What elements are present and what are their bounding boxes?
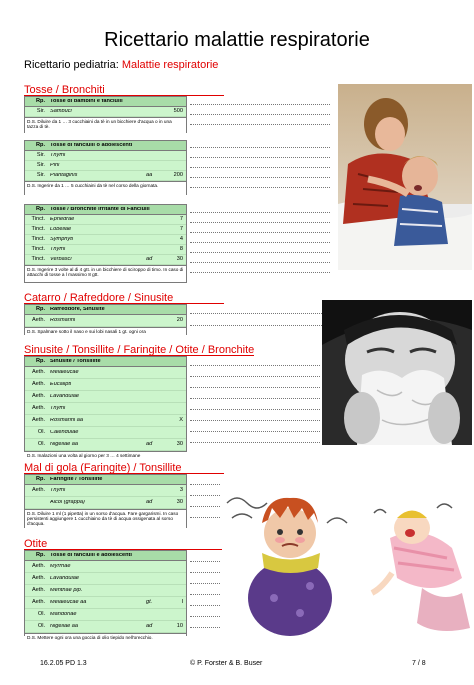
section-title-sinusite: Sinusite / Tonsillite / Faringite / Otite / Bronchite [24,344,255,356]
recipe-header [25,305,186,315]
recipe-row [25,597,186,609]
recipe-title: Sinusite / Tonsillite [50,358,101,364]
footer-page-number: 7 / 8 [412,660,426,667]
row-ingredient: Sambuci [50,108,72,114]
illustration-sick-children [222,478,474,638]
recipe-row [25,439,186,451]
recipe-instructions: D.S. Inalazioni una volta al giorno per 3 … 4 settimane [25,451,186,461]
row-form: Aeth. [31,380,45,387]
page-subtitle [24,59,218,71]
row-ingredient: Thymi [50,246,66,252]
recipe-row [25,427,186,439]
recipe-title: Faringite / Tonsillite [50,476,103,482]
recipe-card-1 [24,96,187,133]
subtitle-highlight: Malattie respiratorie [121,59,219,71]
row-qty: 8 [179,245,183,252]
row-form: Sir. [36,151,45,158]
row-qty: 4 [179,235,183,242]
recipe-card-5 [24,356,187,458]
recipe-row [25,255,186,265]
row-qty: 30 [176,440,183,447]
row-form: Aeth. [31,598,45,605]
row-qty: 20 [176,316,183,323]
row-ingredient: Mandorlae [50,611,77,617]
footer-copyright: © P. Forster & B. Buser [190,660,263,667]
recipe-row [25,379,186,391]
row-form: Ol. [37,428,45,435]
row-form: Aeth. [31,574,45,581]
row-qty: 7 [179,215,183,222]
recipe-title: Tosse di bambini e fanciulli [50,98,123,104]
row-ingredient: Lavandulae [50,393,79,399]
row-note: aa [146,171,153,178]
row-ingredient: Nigellae aa [50,441,78,447]
row-ingredient: Myrrhae [50,563,71,569]
recipe-row [25,609,186,621]
row-qty: 500 [173,107,183,114]
recipe-row [25,235,186,245]
row-ingredient: Ephedrae [50,216,75,222]
row-qty: 7 [179,225,183,232]
recipe-row [25,561,186,573]
row-note: ad [146,255,153,262]
rp-label: Rp. [35,357,45,364]
row-form: Tinct. [31,225,45,232]
row-form: Ol. [37,440,45,447]
recipe-row [25,107,186,117]
photo-woman-tissue [322,300,472,445]
row-ingredient: Nigellae aa [50,623,78,629]
recipe-row [25,573,186,585]
rp-label: Rp. [35,475,45,482]
rp-label: Rp. [35,551,45,558]
recipe-instructions: D.S. Diluire 1 ml (1 pipetta) in un sorso d'acqua. Fare gargarismi. In caso persistenti aggiungere 1 cucchiaino da tè di acqua ossigenata al sorso d'acqua. [25,509,186,529]
page-title: Ricettario malattie respiratorie [104,29,370,51]
recipe-instructions: D.S. Mettere ogni ora una goccia di olio tiepido nell'orecchio. [25,633,186,644]
row-ingredient: Calendulae [50,429,79,435]
recipe-card-4 [24,304,187,335]
row-form: Aeth. [31,586,45,593]
recipe-row [25,225,186,235]
row-form: Aeth. [31,368,45,375]
row-ingredient: Lobeliae [50,226,72,232]
row-note: ad [146,622,153,629]
section-title-catarro: Catarro / Rafreddore / Sinusite [24,292,174,304]
recipe-row [25,315,186,327]
row-form: Aeth. [31,392,45,399]
recipe-card-7 [24,550,187,640]
row-qty: 30 [176,255,183,262]
recipe-row [25,215,186,225]
recipe-card-2 [24,140,187,195]
recipe-title: Tosse / Bronchite irritante di Fanciulli [50,206,150,212]
row-ingredient: Lavandulae [50,575,79,581]
row-qty: X [179,416,183,423]
recipe-instructions: D.S. Diluire da 1 … 3 cucchiaini da tè in un bicchiere d'acqua o in una tazza di tè. [25,117,186,135]
row-qty: 30 [176,498,183,505]
recipe-header [25,97,186,107]
row-ingredient: Thymi [50,152,66,158]
row-note: ad [146,498,153,505]
row-ingredient: Menthae pip. [50,587,83,593]
recipe-row [25,485,186,497]
recipe-title: Rafreddore, Sinusite [50,306,105,312]
section-title-otite: Otite [24,538,48,550]
row-ingredient: Symphyti [50,236,74,242]
photo-child-cough [338,84,472,270]
row-ingredient: Plantaginis [50,172,78,178]
row-note: gt. [146,598,153,605]
row-form: Sir. [36,171,45,178]
row-form: Ol. [37,610,45,617]
rp-label: Rp. [35,97,45,104]
row-form: Sir. [36,107,45,114]
section-title-gola: Mal di gola (Faringite) / Tonsillite [24,462,182,474]
recipe-instructions: D.S. Ingerire 3 volte al di 4 gtt. in un bicchiere di sciroppo di timo. In caso di attacchi di tosse a l massimo 8 gtt. [25,265,186,282]
recipe-title: Tosse di fanciulli e adolescenti [50,552,132,558]
row-ingredient: Rosmarini aa [50,417,83,423]
row-note: ad [146,440,153,447]
row-ingredient: Melaleucae [50,369,79,375]
recipe-row [25,151,186,161]
recipe-header [25,205,186,215]
subtitle-prefix: Ricettario pediatria: [24,59,122,71]
row-form: Ol. [37,622,45,629]
recipe-header [25,475,186,485]
row-form: Tinct. [31,215,45,222]
recipe-row [25,415,186,427]
row-ingredient: Alcol (grappa) [50,499,85,505]
row-form: Aeth. [31,486,45,493]
row-ingredient: Melaleucae aa [50,599,87,605]
recipe-instructions: D.S. Spalmare sotto il naso e sui lobi nasali 1 gt. ogni ora [25,327,186,338]
rp-label: Rp. [35,305,45,312]
row-form: Tinct. [31,245,45,252]
recipe-header [25,551,186,561]
row-form: Tinct. [31,255,45,262]
row-qty: 10 [176,622,183,629]
footer-date-version: 16.2.05 PD 1.3 [40,660,87,667]
row-form: Aeth. [31,562,45,569]
recipe-card-6 [24,474,187,528]
recipe-header [25,141,186,151]
recipe-row [25,245,186,255]
row-ingredient: Rosmarini [50,317,76,323]
recipe-title: Tosse di fanciulli o adolescenti [50,142,133,148]
recipe-row [25,497,186,509]
recipe-row [25,621,186,633]
section-title-tosse: Tosse / Bronchiti [24,84,105,96]
rp-label: Rp. [35,205,45,212]
row-ingredient: Verbasci [50,256,72,262]
recipe-card-3 [24,204,187,283]
row-ingredient: Eucalipti [50,381,72,387]
row-ingredient: Thymi [50,405,66,411]
recipe-row [25,585,186,597]
recipe-row [25,171,186,181]
row-form: Sir. [36,161,45,168]
row-ingredient: Pini [50,162,60,168]
row-qty: I [181,598,183,605]
row-ingredient: Thymi [50,487,66,493]
recipe-row [25,367,186,379]
row-form: Tinct. [31,235,45,242]
recipe-row [25,161,186,171]
recipe-instructions: D.S. Ingerire da 1 … 5 cucchiaini da tè nel corso della giornata. [25,181,186,198]
rp-label: Rp. [35,141,45,148]
recipe-row [25,403,186,415]
recipe-row [25,391,186,403]
row-form: Aeth. [31,416,45,423]
row-qty: 200 [173,171,183,178]
row-form: Aeth. [31,316,45,323]
row-form: Aeth. [31,404,45,411]
row-qty: 3 [179,486,183,493]
recipe-header [25,357,186,367]
